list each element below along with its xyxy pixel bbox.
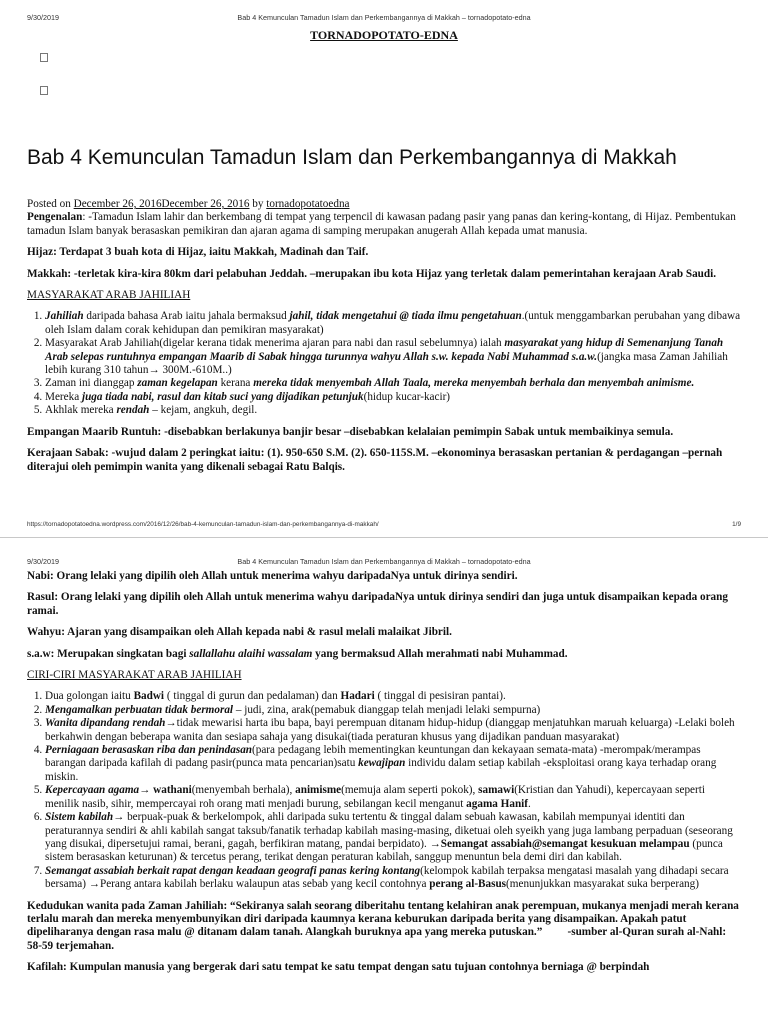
makkah-paragraph: Makkah: -terletak kira-kira 80km dari pelabuhan Jeddah. –merupakan ibu kota Hijaz yang terletak dalam pemerintahan kerajaan Arab Saudi. (27, 267, 717, 280)
post-date-link[interactable]: December 26, 2016December 26, 2016 (73, 198, 250, 210)
site-title-link[interactable]: TORNADOPOTATO-EDNA (310, 28, 458, 42)
wahyu-paragraph: Wahyu: Ajaran yang disampaikan oleh Allah kepada nabi & rasul melali malaikat Jibril. (27, 626, 452, 639)
search-checkbox[interactable] (40, 86, 48, 95)
page-header (0, 557, 768, 571)
post-content-page1 (27, 198, 741, 482)
hijaz-paragraph: Hijaz: Terdapat 3 buah kota di Hijaz, iaitu Makkah, Madinah dan Taif. (27, 246, 369, 259)
header-title: Bab 4 Kemunculan Tamadun Islam dan Perkembangannya di Makkah – tornadopotato-edna (237, 557, 531, 566)
footer-page-number: 1/9 (732, 521, 741, 528)
saw-paragraph: s.a.w: Merupakan singkatan bagi sallallahu alaihi wassalam yang bermaksud Allah merahmati nabi Muhammad. (27, 647, 568, 660)
nabi-paragraph: Nabi: Orang lelaki yang dipilih oleh Allah untuk menerima wahyu daripadaNya untuk dirinya sendiri. (27, 570, 518, 582)
masyarakat-heading: MASYARAKAT ARAB JAHILIAH (27, 289, 191, 302)
page-footer (27, 521, 741, 533)
list-item: 6. Sistem kabilah→ berpuak-puak & berkelompok, ahli daripada suku tertentu & tinggal dalam sebuah kawasan, kabilah mempunyai identiti dan peraturannya sendiri & ahli kabilah sangat taksub/fanatik terhadap kabilah masing-masing, diketuai oleh syeikh yang juga lambang perpaduan (seseorang yang disukai, dipersetujui ramai, berani, gagah, berfikiran matang, pandai berpidato). →Semangat assabiah@semangat kesukuan melampau (punca sistem berasaskan keturunan) & tercetus perang, terikat dengan peraturan kabilah, sanggup menuntun bela demi diri dan kabilah. (45, 811, 741, 865)
header-date: 9/30/2019 (27, 557, 59, 566)
post-content-page2 (27, 570, 741, 983)
kedudukan-paragraph: Kedudukan wanita pada Zaman Jahiliah: “Sekiranya salah seorang diberitahu tentang kelahiran anak perempuan, mukanya menjadi merah kerana terlalu marah dan mereka menyembunyikan diri daripada kaumnya kerana keburukan daripada berita yang disampaikan. Apakah patut dipeliharanya dengan rasa malu @ ditanam dalam tanah. Alangkah buruknya apa yang mereka putuskan.” -sumber al-Quran surah al-Nahl: 58-59 terjemahan. (27, 899, 739, 952)
list-item: 1. Jahiliah daripada bahasa Arab iaitu jahala bermaksud jahil, tidak mengetahui @ tiada ilmu pengetahuan.(untuk menggambarkan perubahan yang dibawa oleh Islam dalam corak kehidupan dan pemikiran masyarakat) (45, 310, 741, 337)
masyarakat-list (27, 310, 741, 417)
rasul-paragraph: Rasul: Orang lelaki yang dipilih oleh Allah untuk menerima wahyu daripadaNya untuk dirinya sendiri dan juga untuk disampaikan kepada orang ramai. (27, 591, 728, 617)
list-item: 1. Dua golongan iaitu Badwi ( tinggal di gurun dan pedalaman) dan Hadari ( tinggal di pesisiran pantai). (45, 690, 741, 703)
list-item: 4. Perniagaan berasaskan riba dan penindasan(para pedagang lebih mementingkan keuntungan dan kekayaan semata-mata) -merompak/merampas barangan daripada kafilah di padang pasir(punca mata pencarian)satu kewajipan individu dalam setiap kabilah -eksploitasi orang kaya terhadap orang miskin. (45, 744, 741, 784)
footer-url: https://tornadopotatoedna.wordpress.com/2016/12/26/bab-4-kemunculan-tamadun-islam-dan-perkembangannya-di-makkah/ (27, 521, 379, 528)
post-title: Bab 4 Kemunculan Tamadun Islam dan Perkembangannya di Makkah (27, 146, 677, 169)
list-item: 4. Mereka juga tiada nabi, rasul dan kitab suci yang dijadikan petunjuk(hidup kucar-kacir) (45, 391, 741, 404)
header-date: 9/30/2019 (27, 13, 59, 22)
list-item: 7. Semangat assabiah berkait rapat dengan keadaan geografi panas kering kontang(kelompok kabilah terpaksa mengatasi masalah yang dihadapi secara bersama) →Perang antara kabilah berlaku walaupun atas sebab yang kecil contohnya perang al-Basus(menunjukkan masyarakat suka berperang) (45, 865, 741, 892)
pengenalan-paragraph: Pengenalan: -Tamadun Islam lahir dan berkembang di tempat yang terpencil di kawasan padang pasir yang panas dan kering-kontang, di Hijaz. Pembentukan tamadun Islam banyak berasaskan pemikiran dan ajaran agama di samping merupakan anugerah Allah kepada umat manusia. (27, 211, 736, 237)
page-divider (0, 537, 768, 538)
menu-checkbox[interactable] (40, 53, 48, 62)
list-item: 2. Masyarakat Arab Jahiliah(digelar kerana tidak menerima ajaran para nabi dan rasul sebelumnya) ialah masyarakat yang hidup di Semenanjung Tanah Arab selepas runtuhnya empangan Maarib di Sabak hingga turunnya wahyu Allah s.w. kepada Nabi Muhammad s.a.w.(jangka masa Zaman Jahiliah lebih kurang 310 tahun→ 300M.-610M..) (45, 337, 741, 377)
author-link[interactable]: tornadopotatoedna (266, 198, 350, 210)
list-item: 5. Akhlak mereka rendah – kejam, angkuh, degil. (45, 404, 741, 417)
list-item: 5. Kepercayaan agama→ wathani(menyembah berhala), animisme(memuja alam seperti pokok), samawi(Kristian dan Yahudi), kepercayaan seperti menilik nasib, sihir, mempercayai roh orang mati menjadi burung, sebilangan kecil menganut agama Hanif. (45, 784, 741, 811)
list-item: 2. Mengamalkan perbuatan tidak bermoral – judi, zina, arak(pemabuk dianggap telah menjadi lelaki sempurna) (45, 704, 741, 717)
header-title: Bab 4 Kemunculan Tamadun Islam dan Perkembangannya di Makkah – tornadopotato-edna (237, 13, 531, 22)
kerajaan-paragraph: Kerajaan Sabak: -wujud dalam 2 peringkat iaitu: (1). 950-650 S.M. (2). 650-115S.M. –ekonominya berasaskan pertanian & perdagangan –pernah diterajui oleh pemimpin wanita yang dikenali sebagai Ratu Balqis. (27, 447, 723, 473)
list-item: 3. Wanita dipandang rendah→tidak mewarisi harta ibu bapa, bayi perempuan ditanam hidup-hidup (dianggap menjatuhkan maruah keluarga) -Lelaki boleh berkahwin dengan beberapa wanita dan sesiapa sahaja yang disukai(tiada peraturan khusus yang dijadikan panduan masyarakat) (45, 717, 741, 744)
ciri-heading: CIRI-CIRI MASYARAKAT ARAB JAHILIAH (27, 669, 242, 682)
page-header (0, 13, 768, 27)
kafilah-paragraph: Kafilah: Kumpulan manusia yang bergerak dari satu tempat ke satu tempat dengan satu tujuan contohnya berniaga @ berpindah (27, 961, 650, 974)
sumber-citation: -sumber al-Quran surah al-Nahl: 58-59 terjemahan. (27, 926, 727, 952)
list-item: 3. Zaman ini dianggap zaman kegelapan kerana mereka tidak menyembah Allah Taala, mereka menyembah berhala dan menyembah animisme. (45, 377, 741, 390)
ciri-list (27, 690, 741, 891)
posted-meta: Posted on December 26, 2016December 26, 2016 by tornadopotatoedna (27, 198, 350, 210)
empangan-paragraph: Empangan Maarib Runtuh: -disebabkan berlakunya banjir besar –disebabkan kelalaian pemimpin Sabak untuk membaikinya semula. (27, 425, 674, 438)
